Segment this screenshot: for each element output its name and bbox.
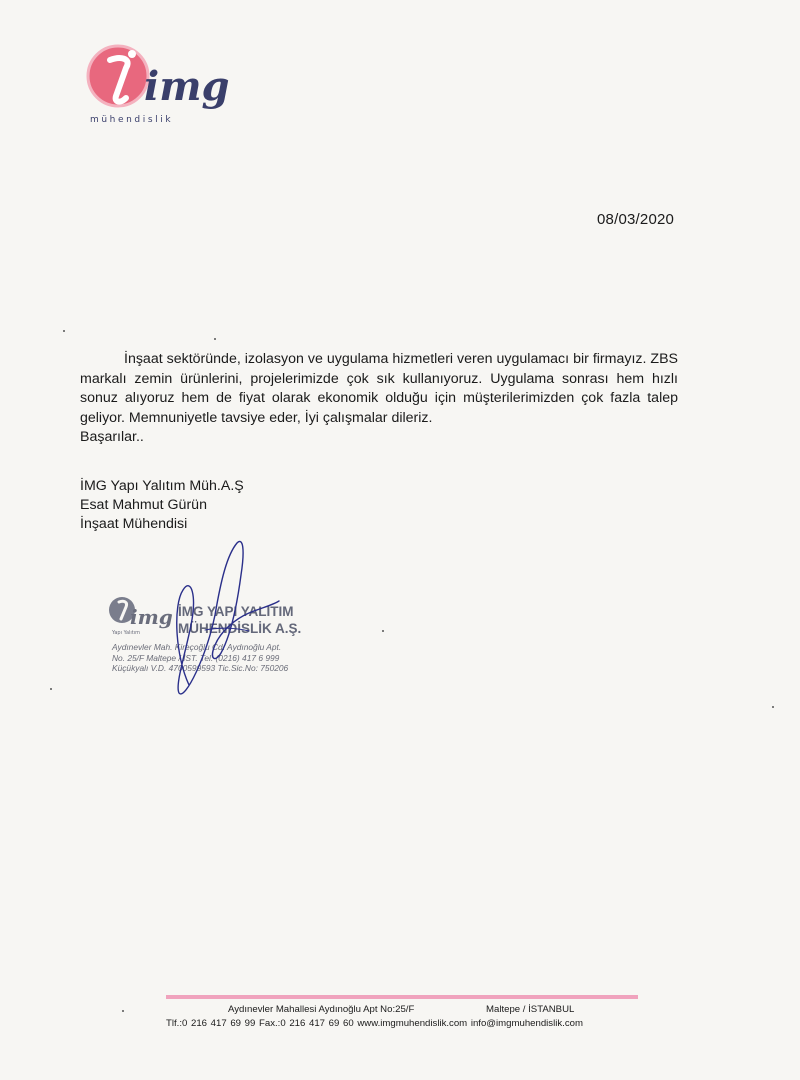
- svg-text:Yapı Yalıtım: Yapı Yalıtım: [112, 630, 141, 636]
- footer-contact: Tlf.:0 216 417 69 99 Fax.:0 216 417 69 60 www.imgmuhendislik.com info@imgmuhendislik.com: [166, 1018, 583, 1029]
- footer-divider: [166, 995, 638, 999]
- scan-speck: [214, 338, 216, 340]
- stamp-title-line1: İMG YAPI YALITIM: [178, 604, 294, 619]
- svg-text:mühendislik: mühendislik: [90, 115, 174, 125]
- svg-text:img: img: [144, 63, 230, 110]
- signatory-block: [80, 477, 244, 534]
- letter-closing: Başarılar..: [80, 429, 144, 445]
- stamp-address-line3: Küçükyalı V.D. 4700599593 Tic.Sic.No: 750206: [112, 663, 289, 673]
- stamp-title-line2: MÜHENDİSLİK A.Ş.: [178, 621, 302, 636]
- scan-speck: [50, 688, 52, 690]
- handwritten-signature: [145, 535, 305, 705]
- stamp-address-line1: Aydınevler Mah. Kireçoğlu Cd. Aydınoğlu Apt.: [112, 642, 282, 652]
- signatory-company: İMG Yapı Yalıtım Müh.A.Ş: [80, 478, 244, 494]
- footer-city: Maltepe / İSTANBUL: [486, 1004, 575, 1015]
- signatory-name: Esat Mahmut Gürün: [80, 497, 207, 513]
- scan-speck: [382, 630, 384, 632]
- letter-body: [80, 350, 678, 448]
- scan-speck: [63, 330, 65, 332]
- scan-speck: [122, 1010, 124, 1012]
- signatory-title: İnşaat Mühendisi: [80, 516, 188, 532]
- img-logo-graphic: [80, 38, 250, 130]
- stamp-address-line2: No. 25/F Maltepe / İST. Tel: (0216) 417 6 999: [112, 652, 280, 663]
- svg-text:img: img: [130, 605, 173, 629]
- letter-date: 08/03/2020: [597, 211, 675, 228]
- letter-paragraph: İnşaat sektöründe, izolasyon ve uygulama hizmetleri veren uygulamacı bir firmayız. ZBS markalı zemin ürünlerini, projelerimizde çok sık kullanıyoruz. Uygulama sonrası hem hızlı sonuz alıyoruz hem de fiyat olarak ekonomik olduğu için müşterilerimizden çok fazla talep geliyor. Memnuniyetle tavsiye eder, İyi çalışmalar dileriz.: [80, 351, 678, 426]
- footer-address: Aydınevler Mahallesi Aydınoğlu Apt No:25/F: [228, 1004, 415, 1015]
- scan-speck: [772, 706, 774, 708]
- company-logo: [80, 38, 250, 130]
